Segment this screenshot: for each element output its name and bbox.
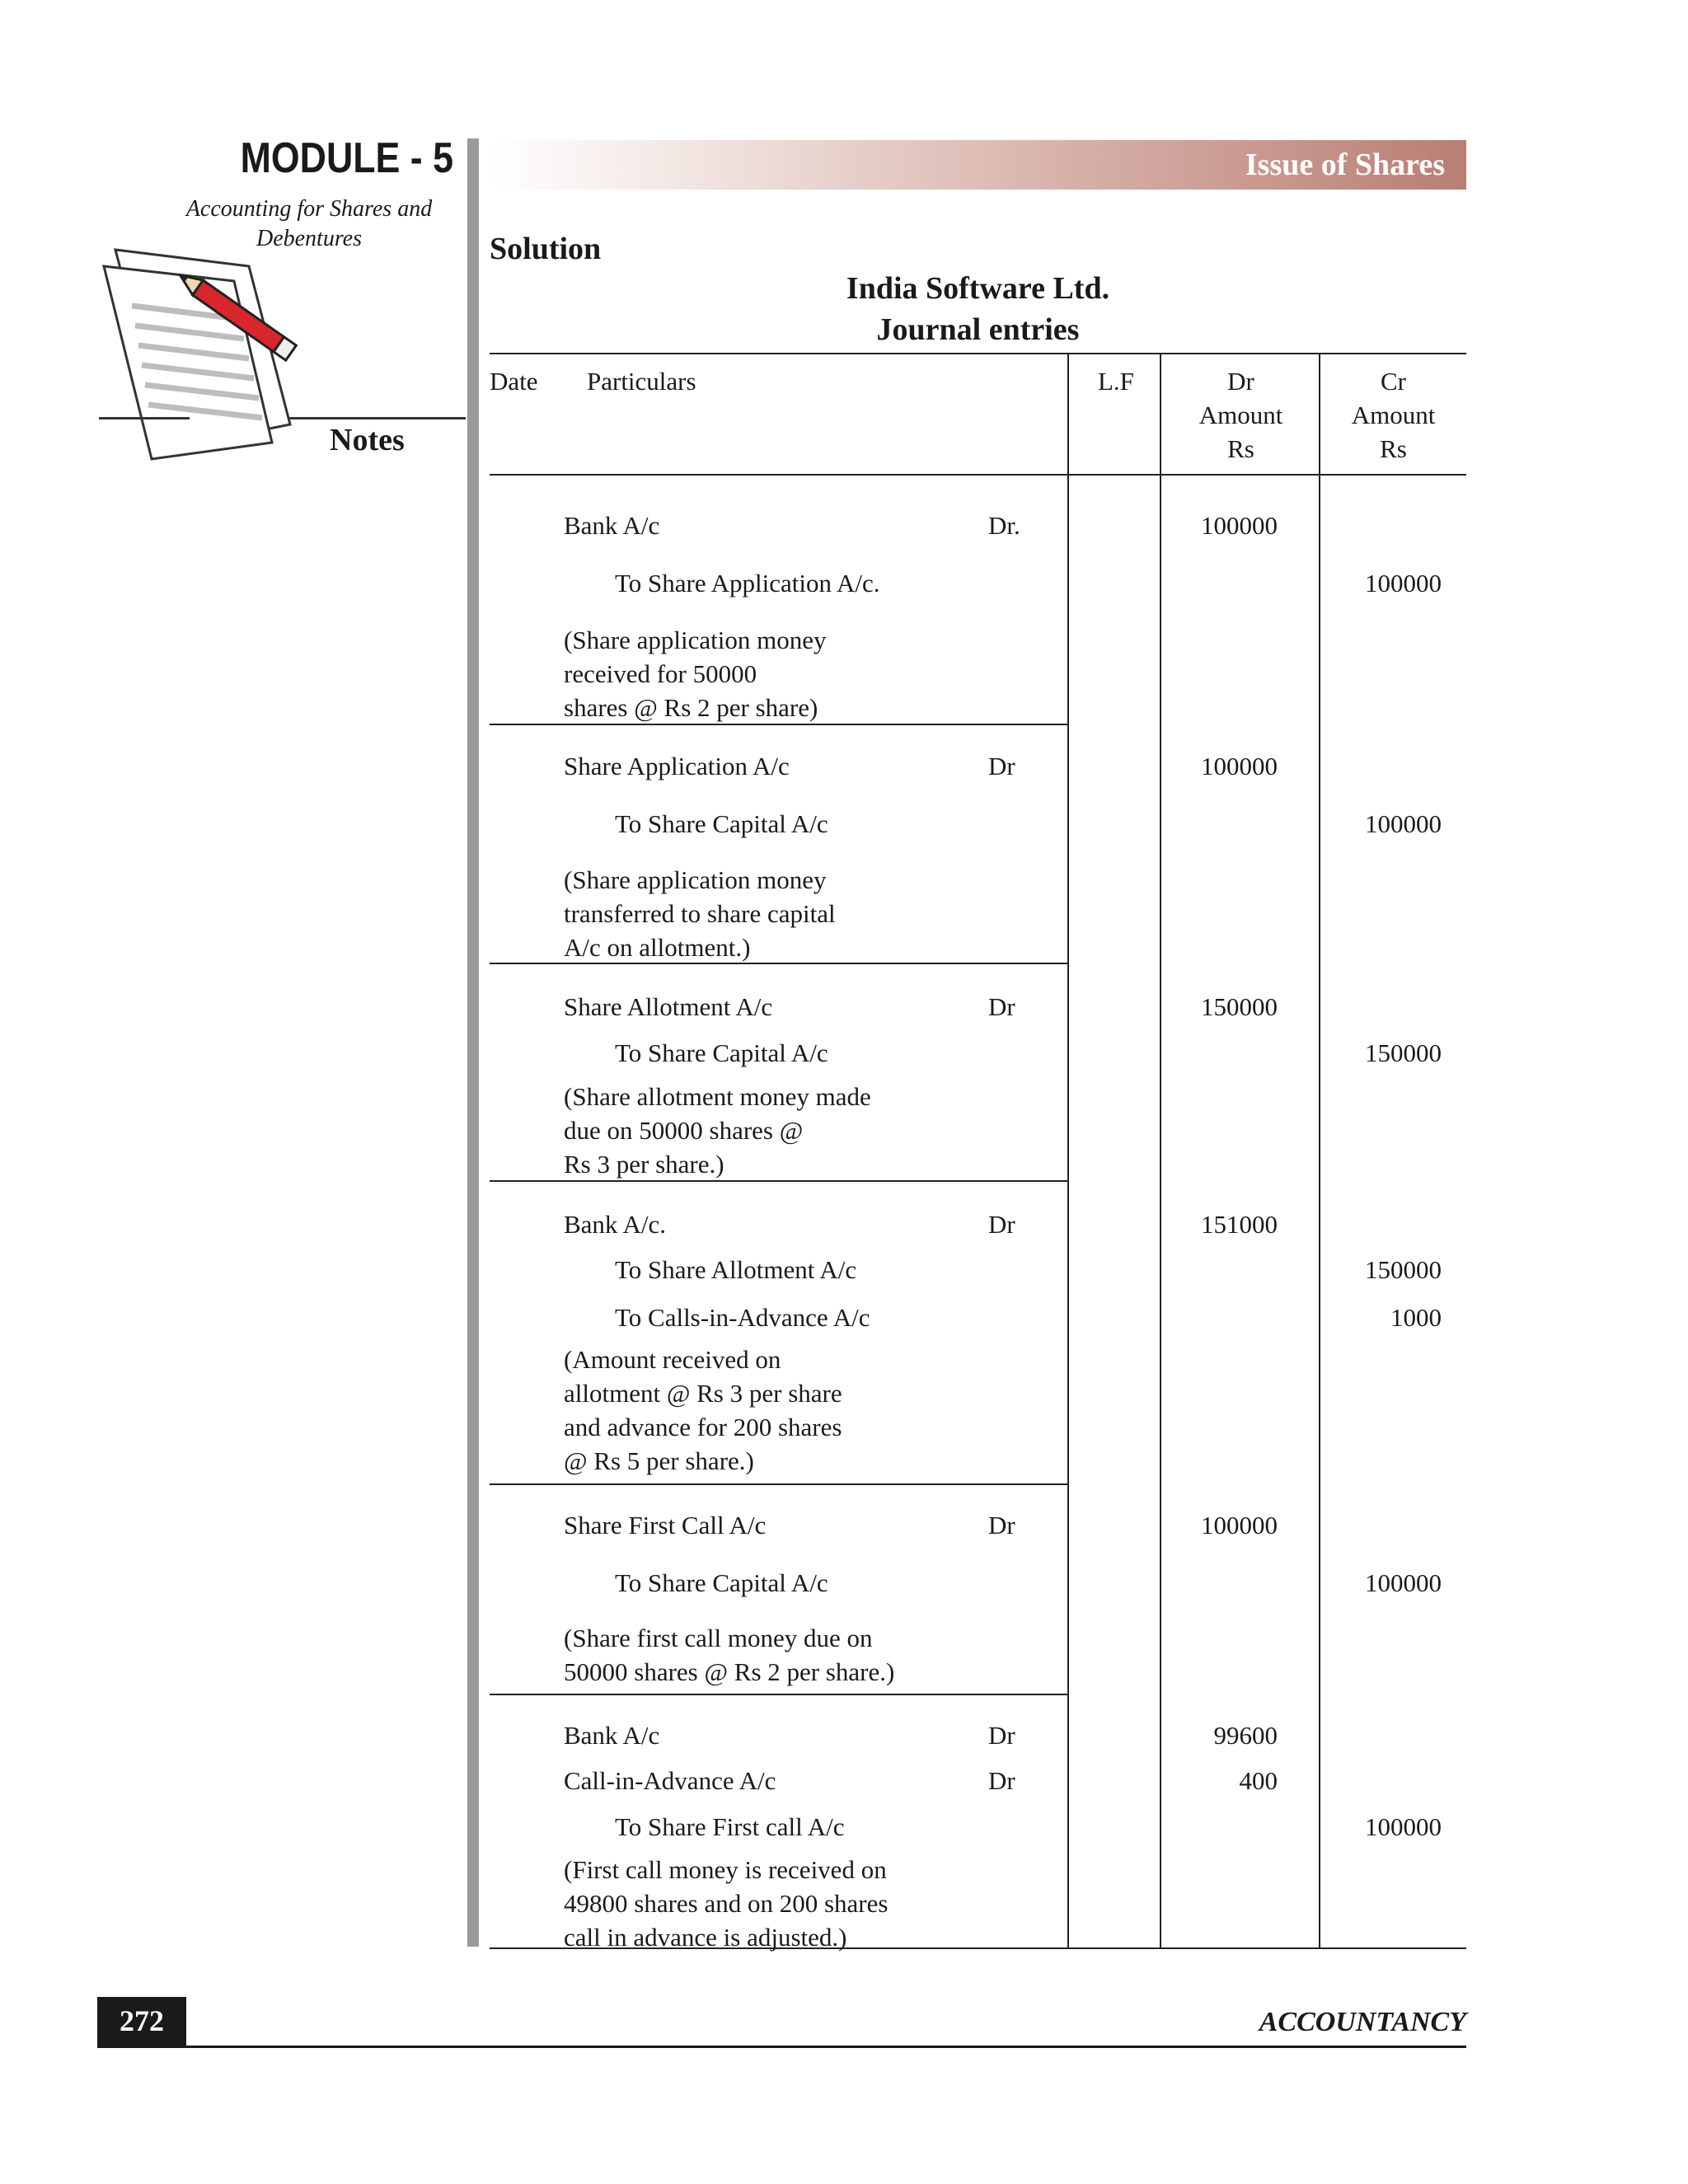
debit-account: Share First Call A/c (564, 1511, 767, 1540)
journal-title: Journal entries (876, 312, 1080, 347)
credit-account: To Share Capital A/c (615, 809, 828, 838)
dr-amount: 100000 (1201, 511, 1278, 540)
cr-amount: 100000 (1365, 809, 1442, 838)
company-name: India Software Ltd. (846, 271, 1110, 306)
narration-line: received for 50000 (564, 659, 757, 688)
column-rule (1319, 353, 1320, 1947)
header-cr-line: Rs (1380, 434, 1407, 463)
header-dr-line: Dr (1227, 367, 1254, 396)
entry-separator (490, 1180, 1067, 1182)
debit-account: Call-in-Advance A/c (564, 1766, 776, 1795)
header-lf: L.F (1098, 367, 1134, 396)
header-cr-line: Amount (1351, 401, 1436, 429)
dr-marker: Dr (988, 1766, 1015, 1795)
chapter-header-band (491, 140, 1466, 190)
header-dr-line: Rs (1227, 434, 1254, 463)
credit-account: To Share First call A/c (615, 1812, 845, 1841)
narration-line: (Share application money (564, 626, 827, 654)
narration-line: (Share allotment money made (564, 1082, 871, 1111)
cr-amount: 150000 (1365, 1038, 1442, 1067)
notes-label: Notes (330, 423, 405, 457)
narration-line: (Share application money (564, 865, 827, 894)
narration-line: shares @ Rs 2 per share) (564, 693, 818, 722)
entry-separator (490, 1694, 1067, 1695)
cr-amount: 100000 (1365, 1812, 1442, 1841)
dr-amount: 100000 (1201, 1511, 1278, 1540)
entry-separator (490, 963, 1067, 964)
debit-account: Share Application A/c (564, 752, 790, 780)
margin-bar (467, 138, 479, 1947)
column-rule (1067, 353, 1069, 1947)
chapter-title: Issue of Shares (1245, 148, 1445, 182)
narration-line: @ Rs 5 per share.) (564, 1446, 754, 1475)
footer-subject: ACCOUNTANCY (1259, 2007, 1466, 2037)
cr-amount: 100000 (1365, 569, 1442, 598)
narration-line: Rs 3 per share.) (564, 1150, 724, 1179)
dr-amount: 100000 (1201, 752, 1278, 780)
cr-amount: 100000 (1365, 1568, 1442, 1597)
header-dr-line: Amount (1198, 401, 1283, 429)
header-particulars: Particulars (587, 367, 696, 396)
dr-marker: Dr (988, 1721, 1015, 1750)
narration-line: A/c on allotment.) (564, 933, 751, 962)
cr-amount: 150000 (1365, 1255, 1442, 1284)
narration-line: due on 50000 shares @ (564, 1116, 804, 1145)
notes-rule (288, 417, 466, 419)
header-cr-line: Cr (1381, 367, 1406, 396)
header-cr-amount (1320, 364, 1466, 466)
narration-line: (First call money is received on (564, 1855, 887, 1884)
dr-marker: Dr (988, 1511, 1015, 1540)
module-subtitle: Accounting for Shares and Debentures (185, 196, 433, 251)
notes-rule (99, 417, 190, 419)
narration-line: (Amount received on (564, 1345, 781, 1374)
footer-rule (97, 2046, 1466, 2048)
credit-account: To Share Capital A/c (615, 1568, 828, 1597)
notes-pencil-icon (99, 227, 330, 466)
header-dr-amount (1161, 364, 1320, 466)
module-title: MODULE - 5 (240, 134, 453, 182)
narration-line: transferred to share capital (564, 899, 836, 928)
entry-separator (490, 724, 1067, 725)
dr-marker: Dr (988, 752, 1015, 780)
cr-amount: 1000 (1390, 1303, 1442, 1332)
narration-line: call in advance is adjusted.) (564, 1923, 847, 1952)
dr-amount: 400 (1239, 1766, 1278, 1795)
debit-account: Bank A/c (564, 511, 660, 540)
narration-line: allotment @ Rs 3 per share (564, 1379, 842, 1408)
narration-line: and advance for 200 shares (564, 1413, 842, 1441)
debit-account: Bank A/c. (564, 1210, 666, 1239)
dr-marker: Dr. (988, 511, 1020, 540)
dr-amount: 150000 (1201, 992, 1278, 1021)
narration-line: (Share first call money due on (564, 1624, 873, 1652)
page-number: 272 (97, 1997, 186, 2046)
dr-amount: 99600 (1213, 1721, 1278, 1750)
credit-account: To Share Application A/c. (615, 569, 880, 598)
dr-marker: Dr (988, 1210, 1015, 1239)
credit-account: To Calls-in-Advance A/c (615, 1303, 870, 1332)
dr-marker: Dr (988, 992, 1015, 1021)
narration-line: 49800 shares and on 200 shares (564, 1889, 889, 1918)
header-date: Date (490, 367, 538, 396)
solution-label: Solution (490, 232, 602, 266)
credit-account: To Share Allotment A/c (615, 1255, 857, 1284)
entry-separator (490, 1483, 1067, 1485)
debit-account: Share Allotment A/c (564, 992, 773, 1021)
debit-account: Bank A/c (564, 1721, 660, 1750)
narration-line: 50000 shares @ Rs 2 per share.) (564, 1657, 895, 1686)
column-rule (1160, 353, 1161, 1947)
dr-amount: 151000 (1201, 1210, 1278, 1239)
credit-account: To Share Capital A/c (615, 1038, 828, 1067)
